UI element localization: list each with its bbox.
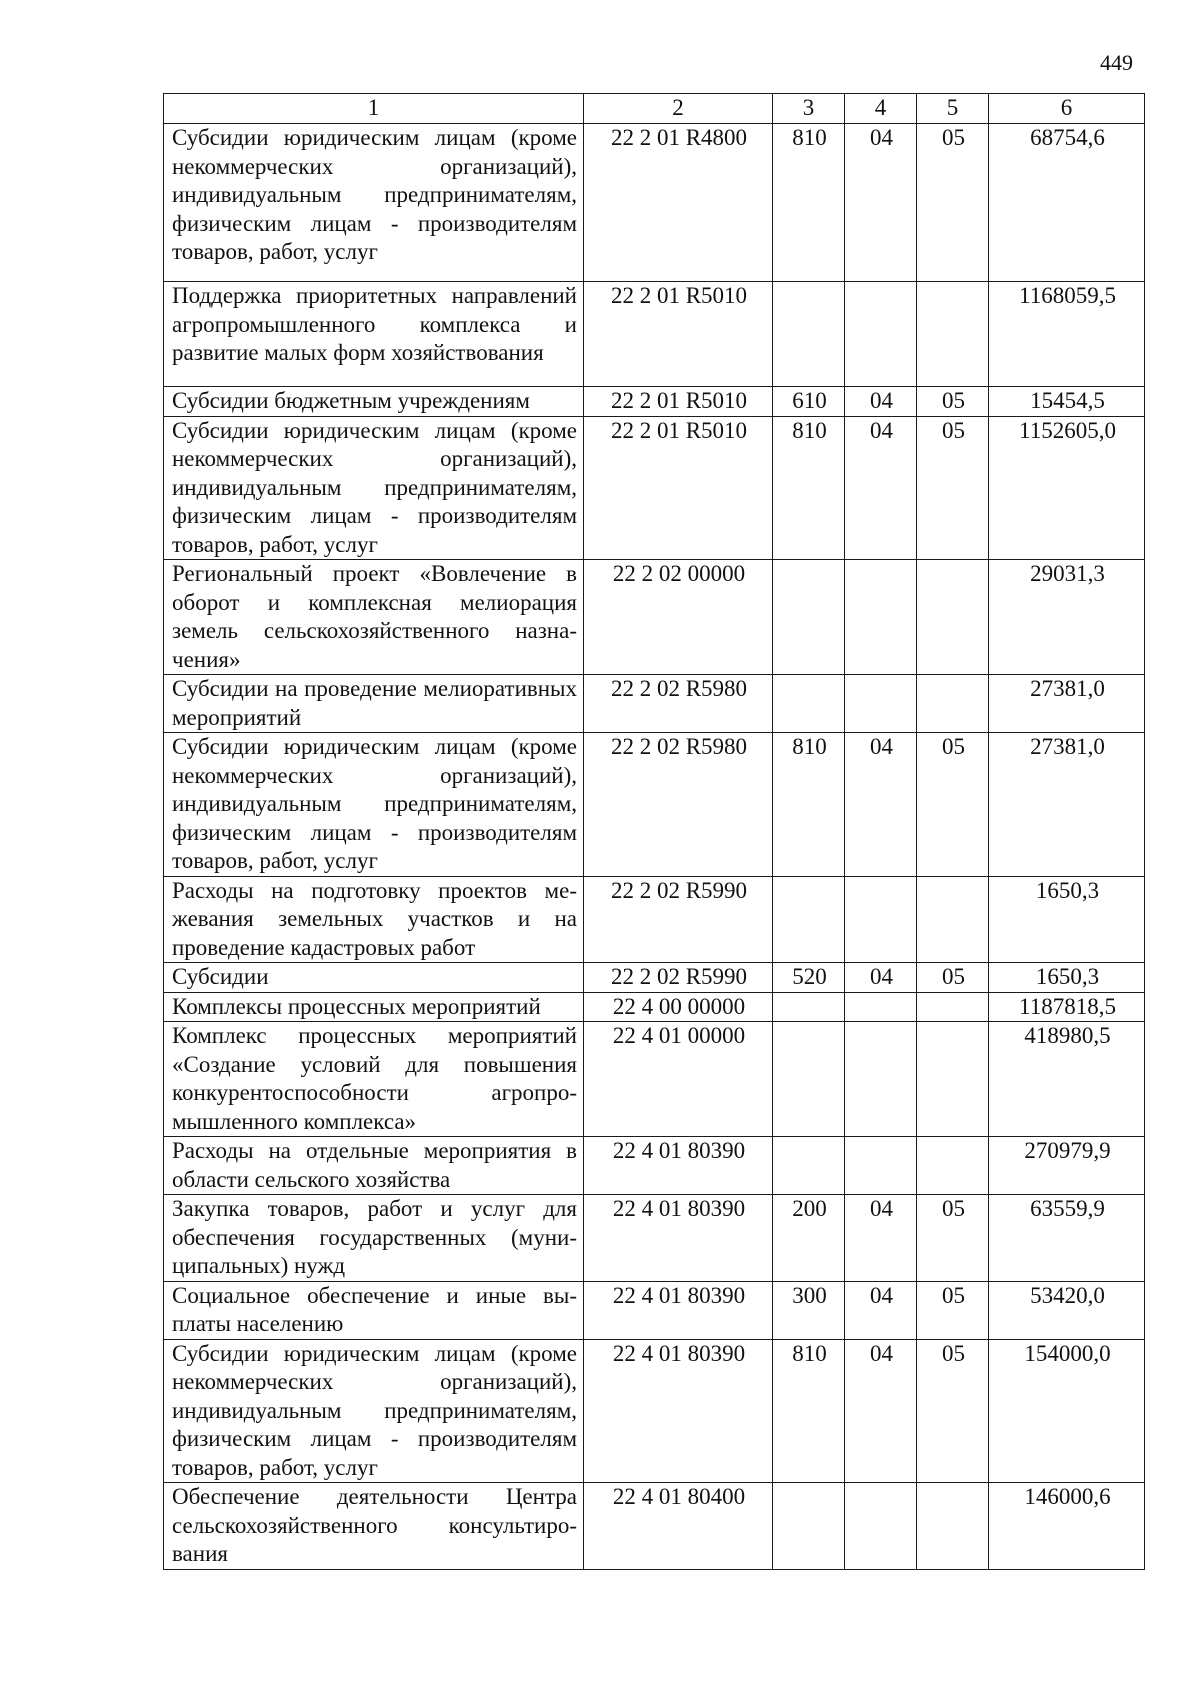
cell-c4	[845, 1137, 917, 1195]
cell-c3: 810	[773, 1339, 845, 1483]
cell-c3	[773, 1137, 845, 1195]
table-row	[164, 963, 1145, 993]
cell-c5	[917, 876, 989, 963]
cell-c4: 04	[845, 963, 917, 993]
cell-c5: 05	[917, 1339, 989, 1483]
cell-c3: 810	[773, 416, 845, 560]
cell-name: Региональный проект «Вовлечение в оборот и комплексная мелиорация земель сельскохозяйственного назначения»	[164, 560, 584, 675]
cell-c4: 04	[845, 733, 917, 877]
cell-c3	[773, 560, 845, 675]
cell-c3: 810	[773, 124, 845, 282]
cell-c4	[845, 675, 917, 733]
column-header-code: 2	[584, 94, 773, 124]
cell-c3: 200	[773, 1195, 845, 1282]
cell-c5	[917, 1137, 989, 1195]
cell-amount: 1187818,5	[989, 992, 1145, 1022]
cell-name: Субсидии на проведение мелиоративных мероприятий	[164, 675, 584, 733]
cell-name: Расходы на подготовку проектов межевания земельных участков и на проведение кадастровых работ	[164, 876, 584, 963]
column-header-amount: 6	[989, 94, 1145, 124]
cell-amount: 154000,0	[989, 1339, 1145, 1483]
column-header-name: 1	[164, 94, 584, 124]
cell-code: 22 4 00 00000	[584, 992, 773, 1022]
cell-code: 22 2 01 R4800	[584, 124, 773, 282]
cell-name: Социальное обеспечение и иные выплаты населению	[164, 1281, 584, 1339]
cell-amount: 27381,0	[989, 733, 1145, 877]
cell-code: 22 4 01 80390	[584, 1339, 773, 1483]
cell-name: Расходы на отдельные мероприятия в области сельского хозяйства	[164, 1137, 584, 1195]
cell-c4	[845, 1022, 917, 1137]
cell-c4: 04	[845, 1281, 917, 1339]
table-row	[164, 1339, 1145, 1483]
cell-c4	[845, 560, 917, 675]
cell-amount: 418980,5	[989, 1022, 1145, 1137]
cell-name: Поддержка приоритетных направлений агропромышленного комплекса и развитие малых форм хозяйствования	[164, 282, 584, 387]
cell-c4: 04	[845, 124, 917, 282]
cell-name: Субсидии	[164, 963, 584, 993]
cell-c5	[917, 1483, 989, 1570]
cell-code: 22 2 02 00000	[584, 560, 773, 675]
cell-c5	[917, 560, 989, 675]
cell-name: Субсидии юридическим лицам (кроме некоммерческих организаций), индивидуальным предпринимателям, физическим лицам - производителям товаров, работ, услуг	[164, 733, 584, 877]
cell-amount: 1152605,0	[989, 416, 1145, 560]
cell-c5: 05	[917, 124, 989, 282]
cell-c4	[845, 1483, 917, 1570]
table-row	[164, 1022, 1145, 1137]
cell-name: Комплекс процессных мероприятий «Создание условий для повышения конкурентоспособности агропромышленного комплекса»	[164, 1022, 584, 1137]
table-row	[164, 733, 1145, 877]
cell-c3: 520	[773, 963, 845, 993]
table-row	[164, 560, 1145, 675]
cell-code: 22 2 02 R5980	[584, 675, 773, 733]
cell-code: 22 4 01 80390	[584, 1195, 773, 1282]
cell-amount: 53420,0	[989, 1281, 1145, 1339]
cell-c3	[773, 992, 845, 1022]
table-row	[164, 992, 1145, 1022]
cell-code: 22 2 01 R5010	[584, 416, 773, 560]
cell-amount: 270979,9	[989, 1137, 1145, 1195]
cell-code: 22 2 02 R5990	[584, 963, 773, 993]
cell-amount: 63559,9	[989, 1195, 1145, 1282]
cell-c4	[845, 992, 917, 1022]
cell-c3	[773, 1483, 845, 1570]
cell-c5: 05	[917, 387, 989, 417]
cell-name: Субсидии юридическим лицам (кроме некоммерческих организаций), индивидуальным предпринимателям, физическим лицам - производителям товаров, работ, услуг	[164, 124, 584, 282]
cell-c5	[917, 1022, 989, 1137]
column-header-3: 3	[773, 94, 845, 124]
table-row	[164, 675, 1145, 733]
cell-c3	[773, 282, 845, 387]
table-row	[164, 282, 1145, 387]
cell-c5: 05	[917, 733, 989, 877]
cell-name: Субсидии юридическим лицам (кроме некоммерческих организаций), индивидуальным предпринимателям, физическим лицам - производителям товаров, работ, услуг	[164, 416, 584, 560]
cell-c4: 04	[845, 416, 917, 560]
table-row	[164, 1137, 1145, 1195]
cell-name: Субсидии бюджетным учреждениям	[164, 387, 584, 417]
cell-name: Субсидии юридическим лицам (кроме некоммерческих организаций), индивидуальным предпринимателям, физическим лицам - производителям товаров, работ, услуг	[164, 1339, 584, 1483]
cell-name: Комплексы процессных мероприятий	[164, 992, 584, 1022]
column-header-4: 4	[845, 94, 917, 124]
cell-c3	[773, 1022, 845, 1137]
cell-c4: 04	[845, 1195, 917, 1282]
cell-code: 22 4 01 80400	[584, 1483, 773, 1570]
cell-c5: 05	[917, 963, 989, 993]
cell-c3	[773, 675, 845, 733]
table-row	[164, 1483, 1145, 1570]
cell-code: 22 4 01 80390	[584, 1137, 773, 1195]
table-row	[164, 1195, 1145, 1282]
column-header-5: 5	[917, 94, 989, 124]
cell-amount: 1650,3	[989, 963, 1145, 993]
cell-amount: 146000,6	[989, 1483, 1145, 1570]
cell-amount: 27381,0	[989, 675, 1145, 733]
cell-code: 22 4 01 00000	[584, 1022, 773, 1137]
header-row	[164, 94, 1145, 124]
cell-amount: 1168059,5	[989, 282, 1145, 387]
budget-table	[163, 93, 1145, 1570]
cell-amount: 15454,5	[989, 387, 1145, 417]
cell-amount: 68754,6	[989, 124, 1145, 282]
cell-amount: 1650,3	[989, 876, 1145, 963]
cell-c3	[773, 876, 845, 963]
cell-code: 22 2 02 R5990	[584, 876, 773, 963]
cell-name: Закупка товаров, работ и услуг для обеспечения государственных (муниципальных) нужд	[164, 1195, 584, 1282]
table-row	[164, 387, 1145, 417]
cell-c5: 05	[917, 1195, 989, 1282]
cell-c4: 04	[845, 1339, 917, 1483]
cell-c5: 05	[917, 416, 989, 560]
cell-c3: 300	[773, 1281, 845, 1339]
cell-amount: 29031,3	[989, 560, 1145, 675]
cell-c3: 610	[773, 387, 845, 417]
table-row	[164, 416, 1145, 560]
cell-code: 22 2 01 R5010	[584, 282, 773, 387]
cell-c5	[917, 992, 989, 1022]
cell-code: 22 2 01 R5010	[584, 387, 773, 417]
cell-c5: 05	[917, 1281, 989, 1339]
page-number: 449	[1100, 50, 1133, 75]
cell-name: Обеспечение деятельности Центра сельскохозяйственного консультирования	[164, 1483, 584, 1570]
cell-c3: 810	[773, 733, 845, 877]
cell-c5	[917, 675, 989, 733]
table-row	[164, 1281, 1145, 1339]
table-row	[164, 124, 1145, 282]
cell-c4: 04	[845, 387, 917, 417]
cell-code: 22 2 02 R5980	[584, 733, 773, 877]
table-row	[164, 876, 1145, 963]
cell-code: 22 4 01 80390	[584, 1281, 773, 1339]
cell-c5	[917, 282, 989, 387]
cell-c4	[845, 282, 917, 387]
cell-c4	[845, 876, 917, 963]
